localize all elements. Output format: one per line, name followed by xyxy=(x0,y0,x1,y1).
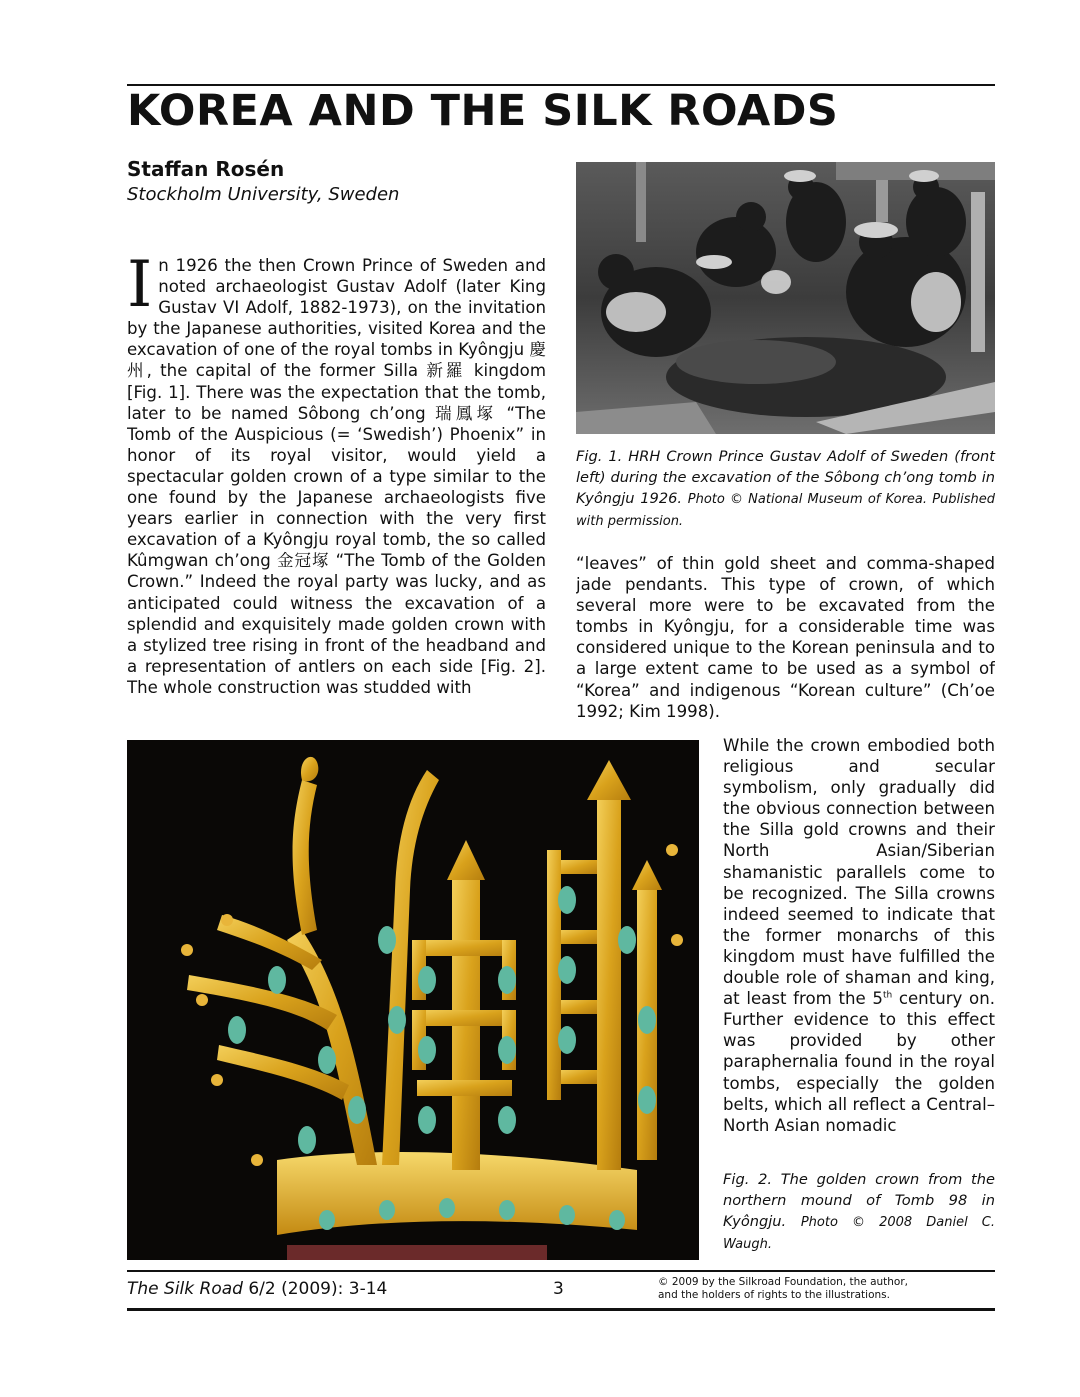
figure-1-caption-text: Fig. 1. HRH Crown Prince Gustav Adolf of Sweden (front left) during the excavation of the Sôbong ch’ong tomb in Kyôngju 1926. xyxy=(576,448,995,507)
figure-1-photo xyxy=(576,162,995,434)
article-title: KOREA AND THE SILK ROADS xyxy=(127,86,839,136)
footer-copyright xyxy=(658,1276,995,1302)
body-text-col1: n 1926 the then Crown Prince of Sweden and noted archaeologist Gustav Adolf (later King Gustav VI Adolf, 1882-1973), on the invitation by the Japanese authorities, visited Korea and the excavation of one of the royal tombs in Kyôngju 慶州, the capital of the former Silla 新羅 kingdom [Fig. 1]. There was the expectation that the tomb, later to be named Sôbong ch’ong 瑞鳳塚 “The Tomb of the Auspicious (= ‘Swedish’) Phoenix” in honor of its royal visitor, would yield a spectacular golden crown of a type similar to the one found by the Japanese archaeologists five years earlier in connection with the very first excavation of a Kyôngju royal tomb, the so called Kûmgwan ch’ong 金冠塚 “The Tomb of the Golden Crown.” Indeed the royal party was lucky, and as anticipated could witness the excavation of a splendid and exquisitely made golden crown with a stylized tree rising in front of the headband and a representation of antlers on each side [Fig. 2]. The whole construction was studded with xyxy=(127,256,546,697)
copyright-line-1: © 2009 by the Silkroad Foundation, the author, xyxy=(658,1276,909,1288)
body-column-1 xyxy=(127,255,546,725)
body-column-2 xyxy=(576,553,995,725)
golden-crown-illustration xyxy=(127,740,699,1260)
figure-1-caption xyxy=(576,446,995,532)
author-affiliation: Stockholm University, Sweden xyxy=(127,184,400,205)
footer-citation xyxy=(127,1278,387,1300)
footer-bottom-rule xyxy=(127,1308,995,1311)
author-name: Staffan Rosén xyxy=(127,157,285,181)
figure-2-photo xyxy=(127,740,699,1260)
footer-top-rule xyxy=(127,1270,995,1272)
ordinal-superscript: th xyxy=(882,990,893,1001)
figure-2-caption-text: Fig. 2. The golden crown from the northern mound of Tomb 98 in Kyôngju. xyxy=(723,1171,995,1230)
figure-2-credit: Photo © 2008 Daniel C. Waugh. xyxy=(723,1215,996,1252)
journal-issue: 6/2 (2009): 3-14 xyxy=(242,1279,388,1299)
copyright-line-2: and the holders of rights to the illustrations. xyxy=(658,1289,890,1301)
body-text-col3b: century on. Further evidence to this effect was provided by other paraphernalia found in the royal tombs, especially the golden belts, which all reflect a Central–North Asian nomadic xyxy=(723,989,995,1135)
body-text-col3a: While the crown embodied both religious and secular symbolism, only gradually did the obvious connection between the Silla gold crowns and their North Asian/Siberian shamanistic parallels come to be recognized. The Silla crowns indeed seemed to indicate that the former monarchs of this kingdom must have fulfilled the double role of shaman and king, at least from the 5 xyxy=(723,736,995,1009)
figure-1-credit: Photo © National Museum of Korea. Published with permission. xyxy=(576,492,996,529)
drop-cap: I xyxy=(127,255,153,322)
body-text-col2: “leaves” of thin gold sheet and comma-shaped jade pendants. This type of crown, of which several more were to be excavated from the tombs in Kyôngju, for a considerable time was considered unique to the Korean peninsula and to a large extent came to be used as a symbol of “Korea” and indigenous “Korean culture” (Ch’oe 1992; Kim 1998). xyxy=(576,554,995,721)
excavation-photo-illustration xyxy=(576,162,995,434)
figure-2-caption xyxy=(723,1169,995,1255)
journal-name: The Silk Road xyxy=(127,1279,243,1299)
body-column-3 xyxy=(723,735,995,1140)
page-number: 3 xyxy=(553,1279,564,1299)
